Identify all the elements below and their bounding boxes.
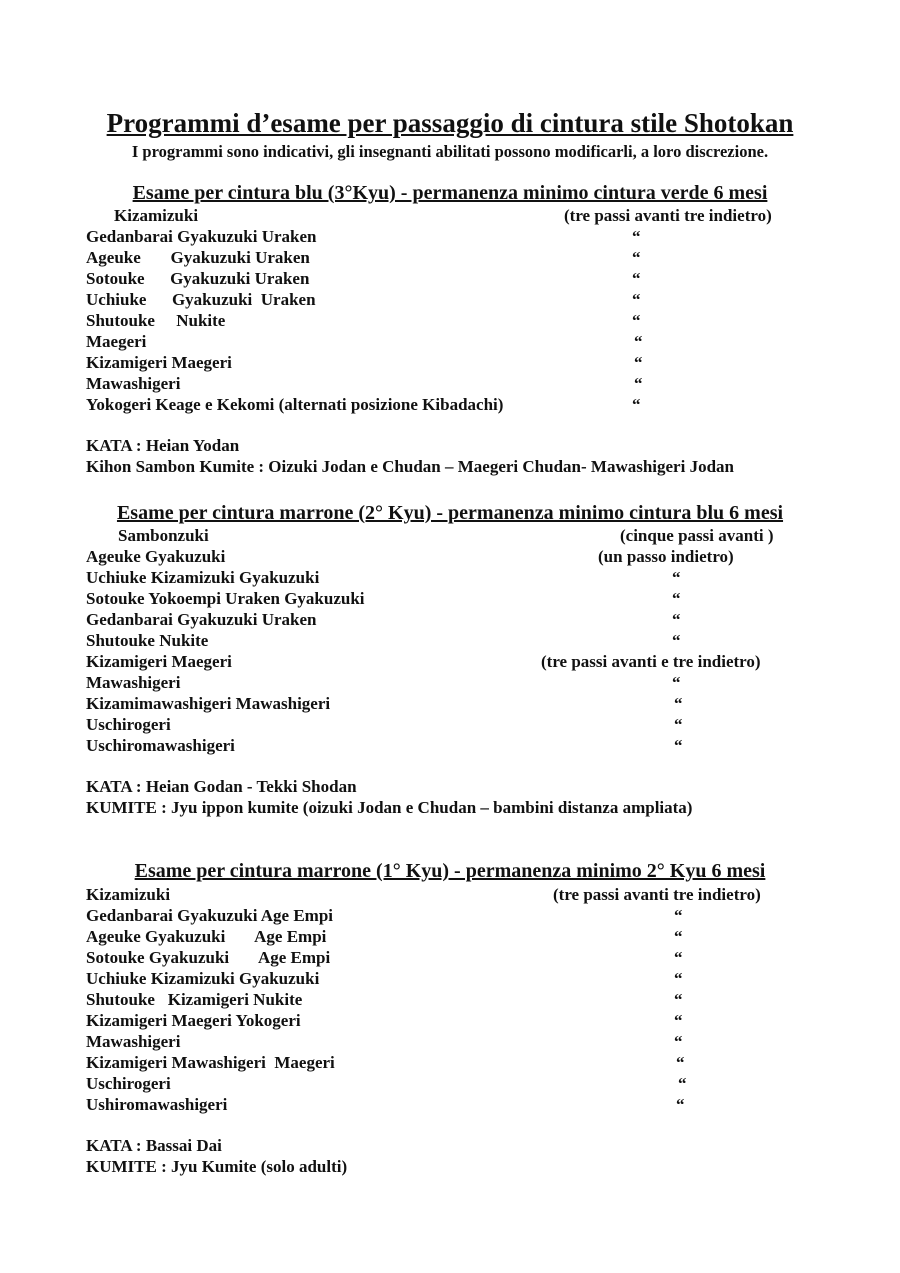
table-row	[0, 652, 900, 673]
repetition-note: “	[676, 1053, 685, 1072]
technique-text: Kizamigeri Maegeri	[86, 652, 232, 671]
repetition-note: “	[632, 248, 641, 267]
repetition-note: “	[678, 1074, 687, 1093]
table-row	[0, 227, 900, 248]
table-row	[0, 547, 900, 568]
table-row	[0, 526, 900, 547]
table-row	[0, 1032, 900, 1053]
technique-text: Kizamizuki	[86, 885, 171, 904]
table-row	[0, 694, 900, 715]
table-row	[0, 610, 900, 631]
repetition-note: “	[674, 990, 683, 1009]
repetition-note: (tre passi avanti e tre indietro)	[541, 652, 761, 671]
repetition-note: “	[674, 736, 683, 755]
technique-text: Shutouke Nukite	[86, 631, 209, 650]
page-subtitle: I programmi sono indicativi, gli insegnanti abilitati possono modificarli, a loro discrezione.	[131, 142, 769, 161]
repetition-note: “	[674, 1011, 683, 1030]
table-row	[0, 990, 900, 1011]
table-row	[0, 589, 900, 610]
technique-text: Uchiuke Gyakuzuki Uraken	[86, 290, 316, 309]
table-row	[0, 906, 900, 927]
technique-text: Mawashigeri	[86, 673, 181, 692]
technique-text: Gedanbarai Gyakuzuki Uraken	[86, 227, 317, 246]
repetition-note: “	[676, 1095, 685, 1114]
technique-text: Maegeri	[86, 332, 147, 351]
kumite-line: KUMITE : Jyu Kumite (solo adulti)	[86, 1157, 348, 1176]
table-row	[0, 568, 900, 589]
table-row	[0, 248, 900, 269]
kumite-line: KUMITE : Jyu ippon kumite (oizuki Jodan e Chudan – bambini distanza ampliata)	[86, 798, 693, 817]
table-row	[0, 927, 900, 948]
technique-text: Uschirogeri	[86, 715, 171, 734]
repetition-note: “	[674, 948, 683, 967]
technique-text: Sambonzuki	[118, 526, 209, 545]
table-row	[0, 269, 900, 290]
table-row	[0, 395, 900, 416]
technique-text: Mawashigeri	[86, 1032, 181, 1051]
repetition-note: “	[672, 673, 681, 692]
repetition-note: “	[632, 395, 641, 414]
repetition-note: “	[674, 969, 683, 988]
technique-text: Uchiuke Kizamizuki Gyakuzuki	[86, 568, 320, 587]
kata-line: KATA : Heian Godan - Tekki Shodan	[86, 777, 357, 796]
table-row	[0, 1011, 900, 1032]
repetition-note: “	[672, 568, 681, 587]
kata-line: KATA : Bassai Dai	[86, 1136, 222, 1155]
kumite-line: Kihon Sambon Kumite : Oizuki Jodan e Chudan – Maegeri Chudan- Mawashigeri Jodan	[86, 457, 734, 476]
kata-line: KATA : Heian Yodan	[86, 436, 240, 455]
table-row	[0, 353, 900, 374]
table-row	[0, 311, 900, 332]
technique-text: Ageuke Gyakuzuki Uraken	[86, 248, 310, 267]
table-row	[0, 374, 900, 395]
repetition-note: “	[672, 610, 681, 629]
technique-text: Sotouke Yokoempi Uraken Gyakuzuki	[86, 589, 365, 608]
repetition-note: “	[632, 290, 641, 309]
table-row	[0, 715, 900, 736]
repetition-note: “	[632, 269, 641, 288]
repetition-note: (tre passi avanti tre indietro)	[553, 885, 761, 904]
page-title: Programmi d’esame per passaggio di cintura stile Shotokan	[106, 108, 794, 138]
technique-text: Kizamigeri Maegeri	[86, 353, 232, 372]
section-heading: Esame per cintura marrone (2° Kyu) - permanenza minimo cintura blu 6 mesi	[116, 502, 784, 524]
table-row	[0, 332, 900, 353]
table-row	[0, 736, 900, 757]
repetition-note: “	[674, 715, 683, 734]
table-row	[0, 885, 900, 906]
table-row	[0, 631, 900, 652]
technique-text: Ageuke Gyakuzuki	[86, 547, 226, 566]
table-row	[0, 290, 900, 311]
table-row	[0, 948, 900, 969]
repetition-note: “	[634, 332, 643, 351]
technique-text: Kizamimawashigeri Mawashigeri	[86, 694, 331, 713]
section-heading: Esame per cintura blu (3°Kyu) - permanenza minimo cintura verde 6 mesi	[132, 182, 768, 204]
repetition-note: (tre passi avanti tre indietro)	[564, 206, 772, 225]
technique-text: Kizamigeri Mawashigeri Maegeri	[86, 1053, 335, 1072]
repetition-note: “	[634, 353, 643, 372]
table-row	[0, 969, 900, 990]
technique-text: Kizamizuki	[114, 206, 199, 225]
repetition-note: “	[672, 589, 681, 608]
technique-text: Uchiuke Kizamizuki Gyakuzuki	[86, 969, 320, 988]
technique-text: Ageuke Gyakuzuki Age Empi	[86, 927, 327, 946]
technique-text: Mawashigeri	[86, 374, 181, 393]
technique-text: Uschirogeri	[86, 1074, 171, 1093]
repetition-note: “	[632, 227, 641, 246]
repetition-note: (un passo indietro)	[598, 547, 734, 566]
repetition-note: “	[674, 927, 683, 946]
repetition-note: “	[674, 1032, 683, 1051]
technique-text: Ushiromawashigeri	[86, 1095, 228, 1114]
technique-text: Kizamigeri Maegeri Yokogeri	[86, 1011, 301, 1030]
technique-text: Sotouke Gyakuzuki Age Empi	[86, 948, 331, 967]
technique-text: Sotouke Gyakuzuki Uraken	[86, 269, 310, 288]
table-row	[0, 1053, 900, 1074]
repetition-note: “	[632, 311, 641, 330]
technique-text: Gedanbarai Gyakuzuki Age Empi	[86, 906, 334, 925]
repetition-note: “	[674, 906, 683, 925]
technique-text: Uschiromawashigeri	[86, 736, 235, 755]
table-row	[0, 1095, 900, 1116]
section-heading: Esame per cintura marrone (1° Kyu) - permanenza minimo 2° Kyu 6 mesi	[134, 860, 766, 882]
table-row	[0, 206, 900, 227]
repetition-note: “	[672, 631, 681, 650]
repetition-note: “	[674, 694, 683, 713]
repetition-note: “	[634, 374, 643, 393]
table-row	[0, 673, 900, 694]
technique-text: Shutouke Kizamigeri Nukite	[86, 990, 303, 1009]
repetition-note: (cinque passi avanti )	[620, 526, 774, 545]
technique-text: Gedanbarai Gyakuzuki Uraken	[86, 610, 317, 629]
technique-text: Yokogeri Keage e Kekomi (alternati posizione Kibadachi)	[86, 395, 504, 414]
technique-text: Shutouke Nukite	[86, 311, 226, 330]
table-row	[0, 1074, 900, 1095]
